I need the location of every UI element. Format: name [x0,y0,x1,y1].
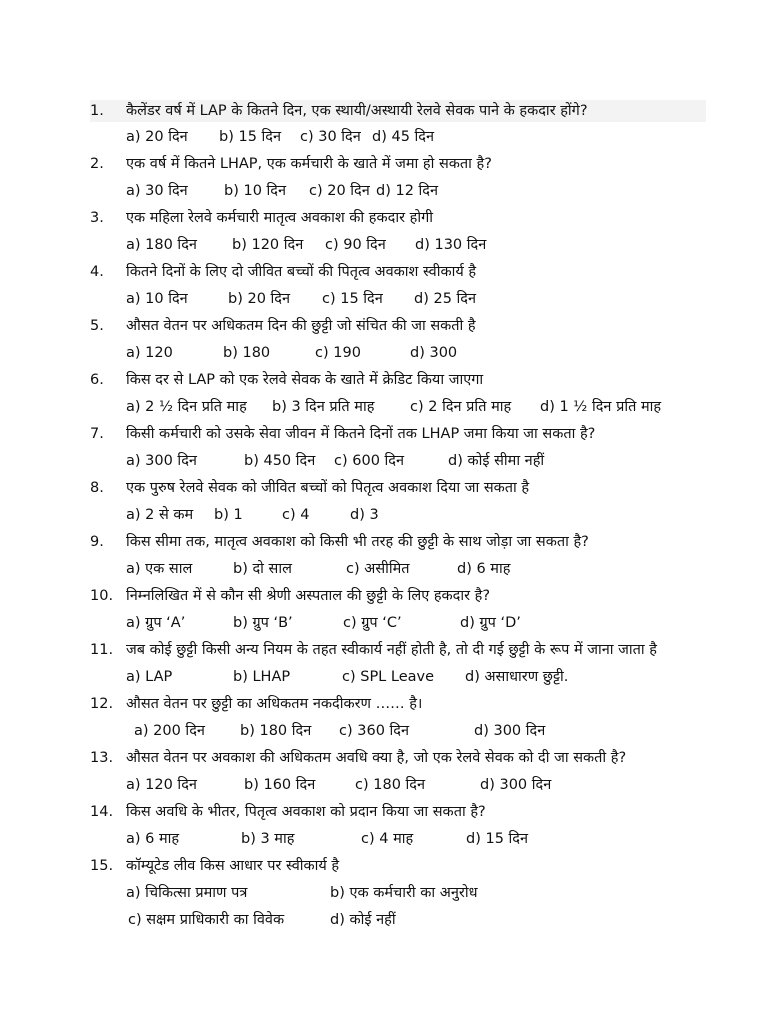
option-b: b) 3 माह [241,831,295,847]
question-8 [90,477,706,499]
option-a: a) 300 दिन [126,453,197,469]
options-row [126,126,706,148]
options-row [126,396,706,418]
option-b: b) 450 दिन [244,453,316,469]
option-d: d) असाधारण छुट्टी. [465,669,569,685]
options-row [126,450,706,472]
question-7 [90,423,706,445]
option-d: d) 1 ½ दिन प्रति माह [540,399,662,415]
question-10 [90,585,706,607]
option-a: a) 30 दिन [126,183,188,199]
question-13 [90,747,706,769]
question-text: एक पुरुष रेलवे सेवक को जीवित बच्चों को पितृत्व अवकाश दिया जा सकता है [126,480,530,496]
options-row [126,504,706,526]
option-b: b) 15 दिन [219,129,282,145]
option-a: a) 6 माह [126,831,180,847]
options-row [126,882,706,904]
question-text: जब कोई छुट्टी किसी अन्य नियम के तहत स्वीकार्य नहीं होती है, तो दी गई छुट्टी के रूप में जाना जाता है [126,642,657,658]
option-a: a) चिकित्सा प्रमाण पत्र [126,885,248,901]
option-c: c) 4 [282,507,310,523]
option-a: a) 2 से कम [126,507,194,523]
question-number: 12. [90,696,114,712]
question-9 [90,531,706,553]
question-number: 10. [90,588,114,604]
option-d: d) कोई सीमा नहीं [448,453,545,469]
question-text: औसत वेतन पर अवकाश की अधिकतम अवधि क्या है, जो एक रेलवे सेवक को दी जा सकती है? [126,750,627,766]
question-text: औसत वेतन पर छुट्टी का अधिकतम नकदीकरण …… है। [126,696,423,712]
question-text: एक महिला रेलवे कर्मचारी मातृत्व अवकाश की हकदार होगी [126,210,433,226]
option-c: c) ग्रुप ‘C’ [343,615,402,631]
option-c: c) 15 दिन [322,291,383,307]
question-text: कितने दिनों के लिए दो जीवित बच्चों की पितृत्व अवकाश स्वीकार्य है [126,264,477,280]
option-c: c) सक्षम प्राधिकारी का विवेक [128,912,285,928]
option-a: a) 2 ½ दिन प्रति माह [126,399,247,415]
question-number: 7. [90,426,104,442]
question-text: कॉम्यूटेड लीव किस आधार पर स्वीकार्य है [126,858,340,874]
option-a: a) 180 दिन [126,237,197,253]
question-12 [90,693,706,715]
option-b: b) 20 दिन [228,291,291,307]
option-a: a) 20 दिन [126,129,188,145]
option-d: d) कोई नहीं [330,912,396,928]
option-c: c) 4 माह [361,831,414,847]
option-c: c) 20 दिन [309,183,370,199]
option-d: d) 300 [410,345,458,361]
option-d: d) 6 माह [457,561,511,577]
options-row [126,180,706,202]
option-b: b) 180 [223,345,271,361]
question-number: 9. [90,534,104,550]
question-number: 3. [90,210,104,226]
option-c: c) SPL Leave [342,669,435,685]
question-text: कैलेंडर वर्ष में LAP के कितने दिन, एक स्थायी/अस्थायी रेलवे सेवक पाने के हकदार होंगे? [126,103,588,119]
question-number: 6. [90,372,104,388]
option-a: a) 200 दिन [134,723,205,739]
option-d: d) 25 दिन [414,291,477,307]
option-a: a) LAP [126,669,173,685]
option-d: d) 45 दिन [372,129,435,145]
question-14 [90,801,706,823]
question-15 [90,855,706,877]
options-row [126,828,706,850]
option-d: d) 15 दिन [466,831,529,847]
question-number: 5. [90,318,104,334]
option-b: b) 160 दिन [244,777,316,793]
question-text: एक वर्ष में कितने LHAP, एक कर्मचारी के खाते में जमा हो सकता है? [126,156,492,172]
options-row [126,288,706,310]
options-row [126,558,706,580]
question-number: 8. [90,480,104,496]
option-d: d) 130 दिन [415,237,487,253]
option-c: c) 600 दिन [334,453,405,469]
question-text: किसी कर्मचारी को उसके सेवा जीवन में कितने दिनों तक LHAP जमा किया जा सकता है? [126,426,596,442]
question-number: 11. [90,642,114,658]
option-b: b) 120 दिन [232,237,304,253]
option-c: c) 190 [315,345,361,361]
question-5 [90,315,706,337]
option-c: c) 90 दिन [325,237,386,253]
option-d: d) 300 दिन [480,777,552,793]
question-2 [90,153,706,175]
option-b: b) ग्रुप ‘B’ [233,615,293,631]
option-a: a) ग्रुप ‘A’ [126,615,186,631]
option-b: b) 3 दिन प्रति माह [272,399,375,415]
options-row [126,909,706,931]
question-number: 15. [90,858,114,874]
option-c: c) असीमित [346,561,410,577]
option-b: b) एक कर्मचारी का अनुरोध [330,885,478,901]
question-number: 14. [90,804,114,820]
option-a: a) 10 दिन [126,291,188,307]
question-text: किस अवधि के भीतर, पितृत्व अवकाश को प्रदान किया जा सकता है? [126,804,486,820]
question-number: 2. [90,156,104,172]
question-1 [90,100,706,122]
option-a: a) 120 [126,345,173,361]
option-d: d) ग्रुप ‘D’ [460,615,521,631]
question-number: 1. [90,103,104,119]
option-b: b) 180 दिन [240,723,312,739]
question-4 [90,261,706,283]
option-d: d) 300 दिन [474,723,546,739]
option-b: b) LHAP [233,669,291,685]
option-c: c) 180 दिन [355,777,426,793]
options-row [126,342,706,364]
options-row [126,720,706,742]
question-number: 4. [90,264,104,280]
question-text: निम्नलिखित में से कौन सी श्रेणी अस्पताल की छुट्टी के लिए हकदार है? [126,588,491,604]
question-3 [90,207,706,229]
option-a: a) एक साल [126,561,193,577]
option-b: b) 1 [214,507,243,523]
option-c: c) 360 दिन [339,723,410,739]
option-b: b) 10 दिन [224,183,287,199]
options-row [126,234,706,256]
option-b: b) दो साल [233,561,292,577]
option-c: c) 2 दिन प्रति माह [410,399,512,415]
options-row [126,666,706,688]
option-d: d) 12 दिन [376,183,439,199]
question-text: किस सीमा तक, मातृत्व अवकाश को किसी भी तरह की छुट्टी के साथ जोड़ा जा सकता है? [126,534,589,550]
option-d: d) 3 [350,507,379,523]
question-number: 13. [90,750,114,766]
options-row [126,774,706,796]
question-text: किस दर से LAP को एक रेलवे सेवक के खाते में क्रेडिट किया जाएगा [126,372,484,388]
question-6 [90,369,706,391]
question-text: औसत वेतन पर अधिकतम दिन की छुट्टी जो संचित की जा सकती है [126,318,476,334]
question-11 [90,639,706,661]
option-a: a) 120 दिन [126,777,197,793]
option-c: c) 30 दिन [300,129,361,145]
options-row [126,612,706,634]
